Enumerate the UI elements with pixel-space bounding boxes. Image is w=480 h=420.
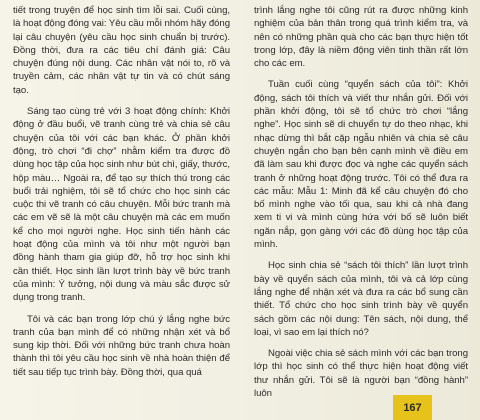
right-paragraph-2: Tuần cuối cùng “quyển sách của tôi”: Khởi động, sách tôi thích và viết thư nhắn gửi. Đối với phần khởi động, tôi sẽ tổ chức trò chơi “lắng nghe”. Học sinh sẽ di chuyển tự do theo nhạc, khi nhạc dừng thì bắt cặp ngẫu nhiên và chia sẻ câu chuyện ngắn cho bạn bên cạnh mình về điều em đã làm sau khi được đọc và nghe các quyển sách tranh ở những hoạt động trước. Tôi có thể đưa ra các mẫu: Mẫu 1: Minh đã kể câu chuyện đó cho bố mình nghe vào tối qua, sau khi cả nhà đang xem ti vi và mình cùng hứa với bố sẽ luôn biết ngăn nắp, gọn gàng với các đồ dùng học tập của mình. (254, 79, 468, 251)
left-paragraph-3: Tôi và các bạn trong lớp chú ý lắng nghe bức tranh của bạn mình để có những nhận xét và bổ sung kịp thời. Đối với những bức tranh chưa hoàn thành thì tôi yêu cầu học sinh về nhà hoàn thiện để tiết sau tiếp tục trình bày. Đồng thời, qua quá (13, 313, 230, 378)
left-paragraph-2: Sáng tạo cùng trẻ với 3 hoạt động chính: Khởi động ở đầu buổi, vẽ tranh cùng trẻ và chia sẻ câu chuyện của tôi với các bạn khác. Ở phần khởi động, trò chơi “đi chợ” nhằm kiểm tra được đồ dùng học tập của học sinh như bút chì, giấy, thước, hộp màu… Ngoài ra, để tạo sự thích thú trong các buổi trải nghiệm, tôi sẽ tổ chức cho học sinh các cuộc thi vẽ tranh có câu chuyện. Mỗi bức tranh mà các em vẽ sẽ là một câu chuyện mà các em muốn kể cho mọi người nghe. Học sinh tiến hành các hoạt động của mình và tôi như một người bạn đồng hành tham gia giúp đỡ, hỗ trợ học sinh khi cần thiết. Học sinh lần lượt trình bày về bức tranh của mình: Ý tưởng, nội dung và màu sắc được sử dụng trong tranh. (13, 106, 230, 304)
right-paragraph-4: Ngoài việc chia sẻ sách mình với các bạn trong lớp thì học sinh có thể thực hiện hoạt động viết thư nhắn gửi. Tôi sẽ là người bạn “đồng hành” luôn (254, 348, 468, 400)
left-paragraph-1: tiết trong truyện để học sinh tìm lỗi sai. Cuối cùng, là hoạt động đóng vai: Yêu cầu mỗi nhóm hãy đóng lại câu chuyện (yêu cầu học sinh chuẩn bị trước). Đồng thời, đưa ra các tiêu chí đánh giá: Câu chuyện đúng nội dung. Các nhân vật nói to, rõ và truyền cảm, các nhân vật tự tin và có chút sáng tạo. (13, 5, 230, 96)
right-paragraph-3: Học sinh chia sẻ “sách tôi thích” lần lượt trình bày về quyển sách của mình, tôi và cả lớp cùng lắng nghe để nhận xét và đưa ra các bổ sung cần thiết. Tổ chức cho học sinh trình bày về quyển sách gồm các nội dung: Tên sách, nội dung, thể loại, vì sao em lại thích nó? (254, 260, 468, 338)
left-column (13, 4, 230, 387)
right-column (254, 4, 468, 408)
right-paragraph-1: trình lắng nghe tôi cũng rút ra được những kinh nghiệm của bản thân trong quá trình kiểm tra, và nên có những phần quà cho các bạn thực hiện tốt trong lớp, đây là niềm động viên tinh thần rất lớn cho các em. (254, 5, 468, 70)
page-number: 167 (393, 395, 432, 420)
